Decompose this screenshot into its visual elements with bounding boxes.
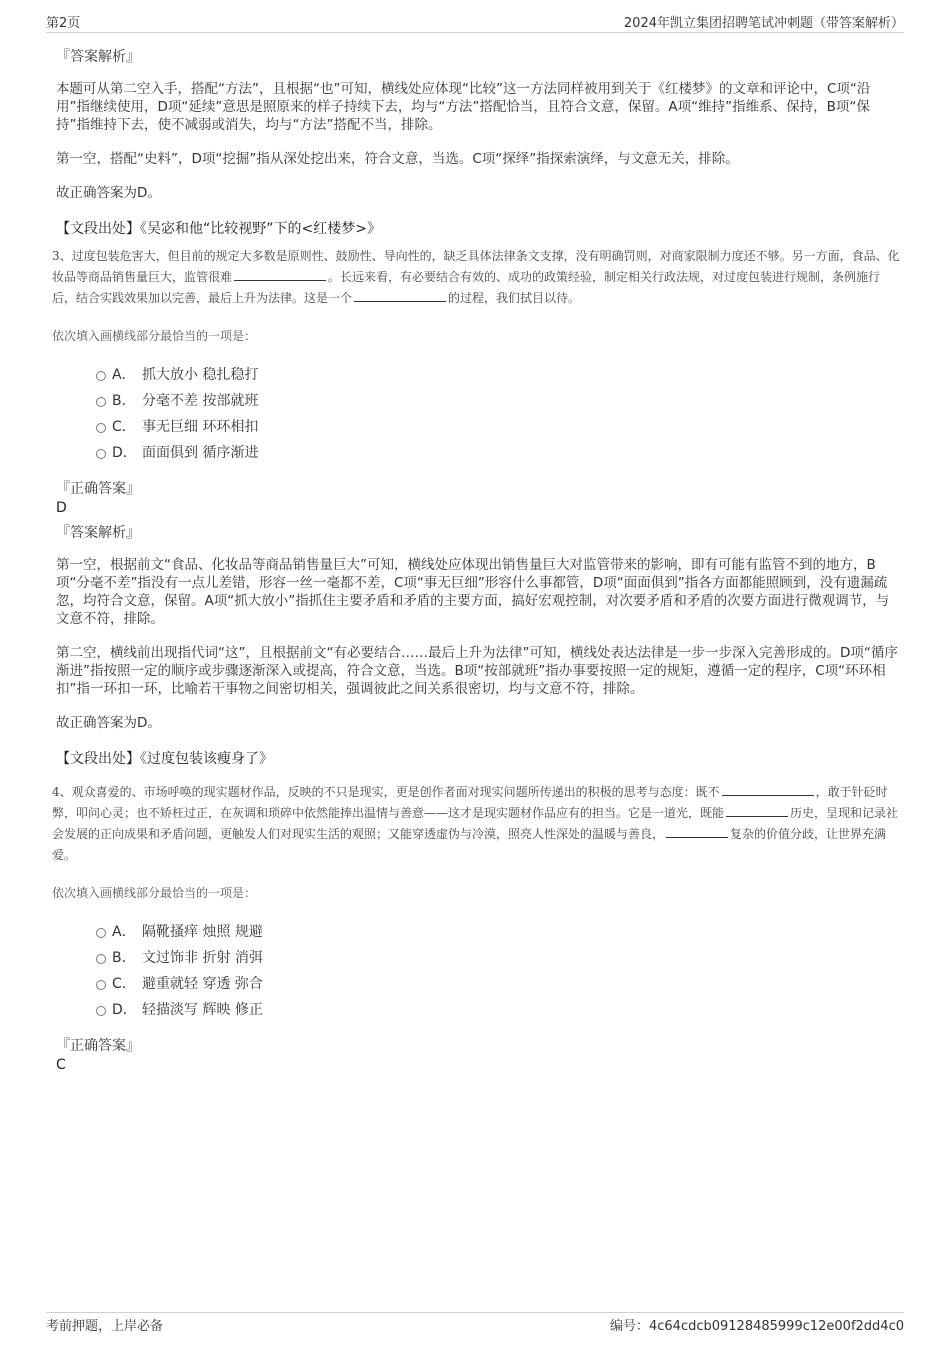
analysis-heading: 『答案解析』 <box>56 525 140 541</box>
option-a[interactable]: A． 隔靴搔痒 烛照 规避 <box>56 921 900 947</box>
question-4-options <box>56 921 900 1025</box>
source-citation: 【文段出处】《吴宓和他“比较视野”下的<红楼梦>》 <box>56 221 381 237</box>
analysis-paragraph: 第二空，横线前出现指代词“这”，且根据前文“有必要结合……最后上升为法律”可知，横线处表达法律是一步一步深入完善形成的。D项“循序渐进”指按照一定的顺序或步骤逐渐深入或提高，符合文意，当选。B项“按部就班”指办事要按照一定的规矩，遵循一定的程序，C项“环环相扣”指一环扣一环，比喻若干事物之间密切相关，强调彼此之间关系很密切，均与文意不符，排除。 <box>56 645 898 697</box>
option-c[interactable]: C． 避重就轻 穿透 弥合 <box>56 973 900 999</box>
option-b[interactable]: B． 分毫不差 按部就班 <box>56 390 900 416</box>
analysis-heading: 『答案解析』 <box>56 49 140 65</box>
radio-icon[interactable] <box>96 980 106 990</box>
fill-blank <box>354 289 446 302</box>
correct-answer: C <box>56 1057 66 1073</box>
document-id: 编号：4c64cdcb09128485999c12e00f2dd4c0 <box>609 1319 904 1334</box>
radio-icon[interactable] <box>96 449 106 459</box>
question-3-options <box>56 364 900 468</box>
fill-blank <box>722 783 814 796</box>
page-footer <box>46 1312 904 1334</box>
question-prompt: 依次填入画横线部分最恰当的一项是： <box>52 886 257 900</box>
question-3-stem: 3、过度包装危害大，但目前的规定大多数是原则性、鼓励性、导向性的，缺乏具体法律条文支撑，没有明确罚则，对商家限制力度还不够。另一方面，食品、化妆品等商品销售量巨大，监管很难 。长远来看，有必要结合有效的、成功的政策经验，制定相关行政法规，对过度包装进行规制，条例施行后，结合实践效果加以完善，最后上升为法律。这是一个 的过程，我们拭目以待。 <box>52 249 900 305</box>
option-c[interactable]: C． 事无巨细 环环相扣 <box>56 416 900 442</box>
correct-answer: D <box>56 500 67 516</box>
radio-icon[interactable] <box>96 928 106 938</box>
radio-icon[interactable] <box>96 397 106 407</box>
option-d[interactable]: D． 轻描淡写 辉映 修正 <box>56 999 900 1025</box>
analysis-paragraph: 第一空，搭配“史料”，D项“挖掘”指从深处挖出来，符合文意，当选。C项“探绎”指探索演绎，与文意无关，排除。 <box>56 151 739 167</box>
fill-blank <box>726 804 788 817</box>
radio-icon[interactable] <box>96 954 106 964</box>
analysis-paragraph: 第一空，根据前文“食品、化妆品等商品销售量巨大”可知，横线处应体现出销售量巨大对监管带来的影响，即有可能有监管不到的地方，B项“分毫不差”指没有一点儿差错，形容一丝一毫都不差，C项“事无巨细”形容什么事都管，D项“面面俱到”指各方面都能照顾到，没有遗漏疏忽，均符合文意，保留。A项“抓大放小”指抓住主要矛盾和矛盾的主要方面，搞好宏观控制，对次要矛盾和矛盾的次要方面进行微观调节，与文意不符，排除。 <box>56 557 890 627</box>
document-body <box>52 46 900 1079</box>
page-header <box>46 12 904 33</box>
answer-conclusion: 故正确答案为D。 <box>56 185 161 201</box>
question-4-stem: 4、观众喜爱的、市场呼唤的现实题材作品，反映的不只是现实，更是创作者面对现实问题所传递出的积极的思考与态度：既不 ，敢于针砭时弊，叩问心灵；也不矫枉过正，在灰调和琐碎中依然能捧出温情与善意——这才是现实题材作品应有的担当。它是一道光，既能 历史，呈现和记录社会发展的正向成果和矛盾问题，更触发人们对现实生活的观照；又能穿透虚伪与冷漠，照亮人性深处的温暖与善良， 复杂的价值分歧，让世界充满爱。 <box>52 785 899 862</box>
fill-blank <box>666 825 728 838</box>
question-prompt: 依次填入画横线部分最恰当的一项是： <box>52 329 257 343</box>
correct-answer-heading: 『正确答案』 <box>56 1038 140 1054</box>
document-title: 2024年凯立集团招聘笔试冲刺题（带答案解析） <box>623 16 904 31</box>
analysis-paragraph: 本题可从第二空入手，搭配“方法”，且根据“也”可知，横线处应体现“比较”这一方法同样被用到关于《红楼梦》的文章和评论中，C项“沿用”指继续使用，D项“延续”意思是照原来的样子持续下去，均与“方法”搭配恰当，且符合文意，保留。A项“维持”指维系、保持，B项“保持”指维持下去，使不减弱或消失，均与“方法”搭配不当，排除。 <box>56 81 871 133</box>
option-b[interactable]: B． 文过饰非 折射 消弭 <box>56 947 900 973</box>
option-d[interactable]: D． 面面俱到 循序渐进 <box>56 442 900 468</box>
source-citation: 【文段出处】《过度包装该瘦身了》 <box>56 751 273 767</box>
fill-blank <box>234 268 326 281</box>
radio-icon[interactable] <box>96 371 106 381</box>
radio-icon[interactable] <box>96 1006 106 1016</box>
footer-slogan: 考前押题，上岸必备 <box>46 1319 164 1334</box>
answer-conclusion: 故正确答案为D。 <box>56 715 161 731</box>
page-number: 第2页 <box>46 16 81 31</box>
option-a[interactable]: A． 抓大放小 稳扎稳打 <box>56 364 900 390</box>
correct-answer-heading: 『正确答案』 <box>56 481 140 497</box>
radio-icon[interactable] <box>96 423 106 433</box>
